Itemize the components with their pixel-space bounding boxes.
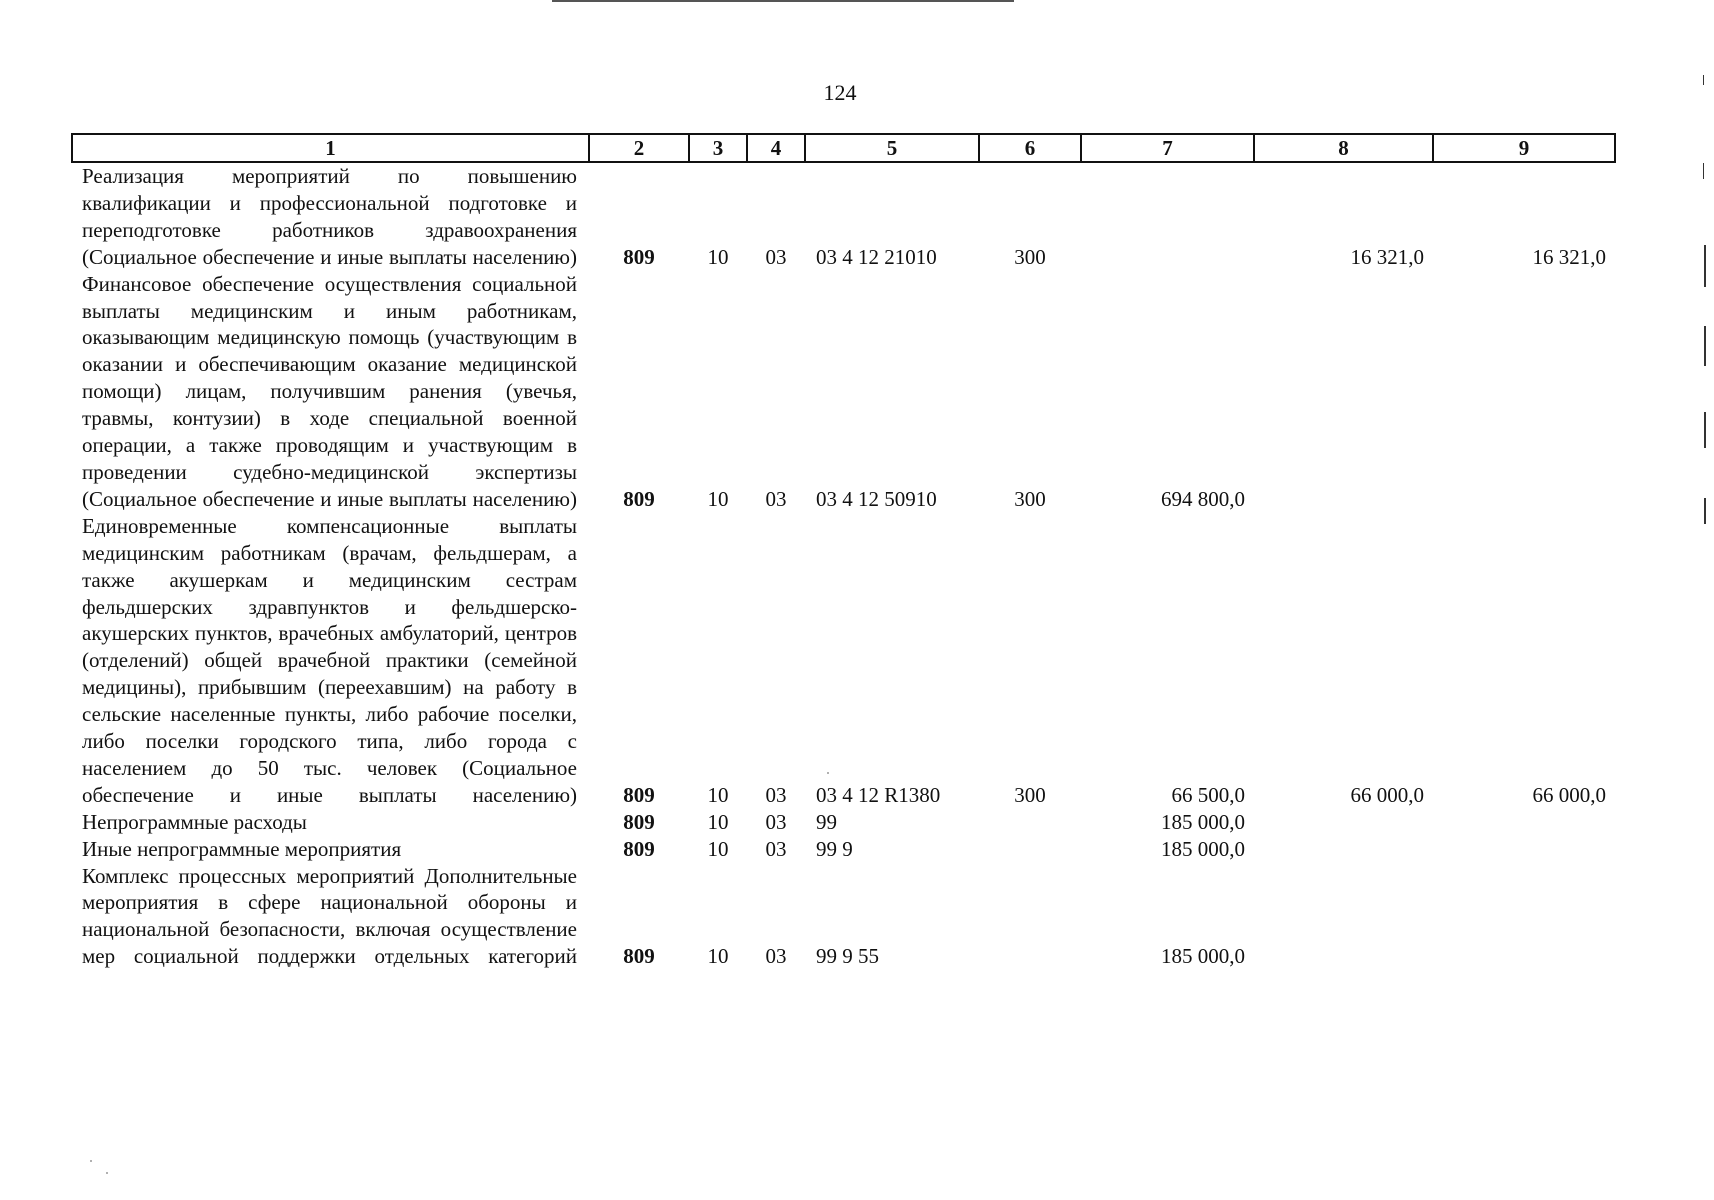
cell-amount-col9 [1433,271,1615,513]
cell-amount-col9: 66 000,0 [1532,782,1606,807]
cell-subsection: 03 [765,836,787,861]
cell-admin-code: 809 [623,486,655,511]
column-header: 3 [689,134,747,162]
header-row [72,134,1615,162]
cell-amount-col9 [1433,863,1615,971]
cell-amount-col9 [1433,836,1615,863]
cell-amount-col8 [1254,863,1433,971]
scan-artifact [1703,75,1704,85]
column-header: 7 [1081,134,1254,162]
cell-section: 10 [707,486,729,511]
cell-amount-col8: 66 000,0 [1350,782,1424,807]
cell-target-article: 03 4 12 R1380 [816,782,941,807]
row-name: Единовременные компенсационные выплаты медицинским работникам (врачам, фельдшерам, а также акушеркам и медицинским сестрам фельдшерских здравпунктов и фельдшерско-акушерских пунктов, врачебных амбулаторий, центров (отделений) общей врачебной практики (семейной медицины), прибывшим (переехавшим) на работу в сельские населенные пункты, либо рабочие поселки, либо поселки городского типа, либо города с населением до 50 тыс. человек (Социальное обеспечение и иные выплаты населению) [82,513,577,807]
cell-subsection: 03 [765,782,787,807]
cell-amount-col7: 66 500,0 [1171,782,1245,807]
cell-amount-col7: 185 000,0 [1161,809,1245,834]
row-name: Реализация мероприятий по повышению квалификации и профессиональной подготовке и переподготовке работников здравоохранения (Социальное обеспечение и иные выплаты населению) [82,164,577,269]
cell-admin-code: 809 [623,809,655,834]
cell-expense-type: 300 [1014,782,1046,807]
table-row [72,836,1615,863]
cell-target-article: 99 [816,809,837,834]
table-row [72,162,1615,271]
cell-expense-type: 300 [1014,486,1046,511]
cell-section: 10 [707,244,729,269]
row-name: Иные непрограммные мероприятия [82,836,402,861]
cell-section: 10 [707,782,729,807]
cell-subsection: 03 [765,944,787,969]
scan-speck [90,1160,92,1162]
cell-target-article: 99 9 55 [816,944,879,969]
row-name: Комплекс процессных мероприятий Дополнительные мероприятия в сфере национальной обороны и национальной безопасности, включая осуществление мер социальной поддержки отдельных категорий [82,863,577,969]
cell-target-article: 03 4 12 21010 [816,244,937,269]
cell-amount-col8 [1254,836,1433,863]
cell-amount-col7 [1081,162,1254,271]
cell-expense-type [979,836,1081,863]
cell-amount-col8 [1254,271,1433,513]
cell-section: 10 [707,836,729,861]
cell-subsection: 03 [765,486,787,511]
column-header: 2 [589,134,689,162]
table-row [72,809,1615,836]
cell-section: 10 [707,944,729,969]
table-row [72,863,1615,971]
scan-artifact [1704,245,1706,287]
table-row [72,271,1615,513]
scan-speck [827,772,829,774]
cell-expense-type [979,809,1081,836]
page-number: 124 [823,80,857,105]
row-name: Непрограммные расходы [82,809,307,834]
cell-amount-col7: 694 800,0 [1161,486,1245,511]
table-row [72,513,1615,809]
column-header: 1 [72,134,589,162]
cell-expense-type: 300 [1014,244,1046,269]
cell-subsection: 03 [765,809,787,834]
cell-expense-type [979,863,1081,971]
cell-section: 10 [707,809,729,834]
cell-target-article: 03 4 12 50910 [816,486,937,511]
cell-amount-col8 [1254,809,1433,836]
column-header: 4 [747,134,805,162]
top-rule [552,0,1014,2]
scan-artifact [1704,326,1706,366]
cell-admin-code: 809 [623,944,655,969]
column-header: 5 [805,134,979,162]
cell-admin-code: 809 [623,782,655,807]
cell-amount-col7: 185 000,0 [1161,944,1245,969]
cell-admin-code: 809 [623,244,655,269]
cell-amount-col8: 16 321,0 [1350,244,1424,269]
cell-amount-col7: 185 000,0 [1161,836,1245,861]
cell-subsection: 03 [765,244,787,269]
scan-speck [106,1172,108,1174]
column-header: 9 [1433,134,1615,162]
scan-artifact [1704,412,1706,448]
column-header: 6 [979,134,1081,162]
column-header: 8 [1254,134,1433,162]
cell-amount-col9: 16 321,0 [1532,244,1606,269]
cell-admin-code: 809 [623,836,655,861]
scan-artifact [1703,163,1704,179]
scan-artifact [1704,498,1706,524]
cell-target-article: 99 9 [816,836,853,861]
row-name: Финансовое обеспечение осуществления социальной выплаты медицинским и иным работникам, оказывающим медицинскую помощь (участвующим в оказании и обеспечивающим оказание медицинской помощи) лицам, получившим ранения (увечья, травмы, контузии) в ходе специальной военной операции, а также проводящим и участвующим в проведении судебно-медицинской экспертизы (Социальное обеспечение и иные выплаты населению) [82,271,577,511]
cell-amount-col9 [1433,809,1615,836]
budget-table [71,133,1616,970]
